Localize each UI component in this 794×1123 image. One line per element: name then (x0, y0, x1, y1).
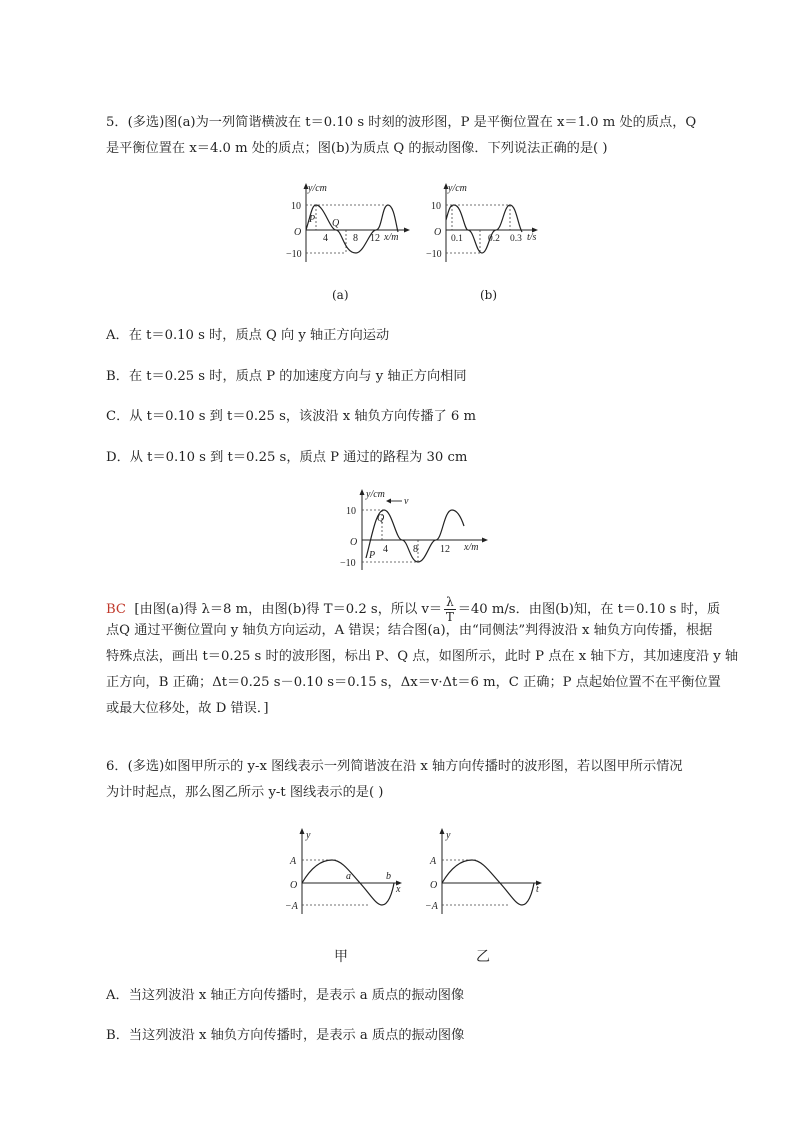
fig-a-y-bottom: −10 (286, 249, 302, 260)
svg-text:O: O (430, 880, 438, 891)
solution-line4: 正方向，B 正确；Δt＝0.25 s－0.10 s＝0.15 s，Δx＝v·Δt＝6 m，C 正确；P 点起始位置不在平衡位置 (106, 675, 721, 690)
solution-line2: 点Q 通过平衡位置向 y 轴负方向运动，A 错误；结合图(a)，由“同侧法”判得波沿 x 轴负方向传播，根据 (106, 623, 713, 638)
q5-stem-line2: 是平衡位置在 x＝4.0 m 处的质点；图(b)为质点 Q 的振动图像．下列说法正确的是( ) (106, 141, 608, 156)
figure-b (424, 180, 544, 265)
svg-text:O: O (290, 880, 298, 891)
svg-text:P: P (369, 550, 376, 561)
svg-text:b: b (386, 871, 391, 882)
fig-a-ylabel: y/cm (308, 183, 327, 194)
svg-text:y: y (446, 830, 451, 841)
svg-text:4: 4 (383, 544, 388, 555)
svg-text:a: a (346, 871, 351, 882)
fig-a-caption: (a) (332, 288, 349, 302)
q5-option-c: C．从 t＝0.10 s 到 t＝0.25 s，该波沿 x 轴负方向传播了 6 m (106, 409, 477, 424)
svg-text:10: 10 (346, 506, 356, 517)
fig-b-caption: (b) (480, 288, 498, 302)
svg-text:x: x (396, 884, 401, 895)
svg-text:−A: −A (285, 901, 298, 912)
solution-line1: BC [由图(a)得 λ＝8 m，由图(b)得 T＝0.2 s，所以 v＝ $\frac{\lambda}{T}$ ＝40 m/s．由图(b)知，在 t＝0.10 s 时，质 (106, 595, 721, 624)
svg-text:y: y (306, 830, 311, 841)
svg-text:0.2: 0.2 (488, 234, 500, 244)
q6-option-b: B．当这列波沿 x 轴负方向传播时，是表示 a 质点的振动图像 (106, 1028, 465, 1043)
svg-text:Q: Q (377, 513, 385, 524)
q5-stem-line1: 5．(多选)图(a)为一列简谐横波在 t＝0.10 s 时刻的波形图，P 是平衡位置在 x＝1.0 m 处的质点，Q (106, 115, 697, 130)
svg-text:12: 12 (440, 544, 450, 555)
q6-stem-line1: 6．(多选)如图甲所示的 y-x 图线表示一列简谐波在沿 x 轴方向传播时的波形图，若以图甲所示情况 (106, 759, 683, 774)
svg-text:v: v (404, 496, 409, 507)
fig-a-y-top: 10 (291, 201, 301, 212)
fig-yi-caption: 乙 (476, 949, 490, 965)
answer-key: BC (106, 602, 127, 617)
figure-solution (336, 486, 496, 572)
svg-text:t/s: t/s (527, 232, 537, 243)
svg-text:−10: −10 (340, 558, 356, 569)
svg-text:0.3: 0.3 (510, 234, 522, 244)
fig-a-xlabel: x/m (384, 232, 399, 243)
solution-line3: 特殊点法，画出 t＝0.25 s 时的波形图，标出 P、Q 点，如图所示，此时 P 点在 x 轴下方，其加速度沿 y 轴 (106, 649, 739, 664)
fig-a-tick-12: 12 (370, 233, 380, 244)
svg-text:t: t (536, 884, 539, 895)
figure-jia (282, 824, 410, 916)
fig-a-wave (306, 205, 398, 253)
q5-option-a: A．在 t＝0.10 s 时，质点 Q 向 y 轴正方向运动 (106, 328, 390, 343)
velocity-fraction: $\frac{\lambda}{T}$ (445, 595, 454, 624)
q5-option-b: B．在 t＝0.25 s 时，质点 P 的加速度方向与 y 轴正方向相同 (106, 369, 467, 384)
fig-a-origin: O (294, 227, 302, 238)
q6-option-a: A．当这列波沿 x 轴正方向传播时，是表示 a 质点的振动图像 (106, 988, 465, 1003)
svg-text:−A: −A (425, 901, 438, 912)
svg-text:A: A (290, 856, 297, 867)
fig-a-x-arrow (404, 228, 410, 233)
svg-text:A: A (430, 856, 437, 867)
fig-a-point-q: Q (332, 218, 340, 229)
svg-text:8: 8 (413, 544, 418, 555)
fig-jia-caption: 甲 (334, 949, 348, 965)
svg-text:10: 10 (431, 201, 441, 212)
svg-text:y/cm: y/cm (366, 489, 385, 500)
solution-line5: 或最大位移处，故 D 错误．] (106, 701, 269, 716)
figure-a (284, 180, 414, 265)
svg-text:x/m: x/m (464, 542, 479, 553)
q6-stem-line2: 为计时起点，那么图乙所示 y-t 图线表示的是( ) (106, 785, 384, 800)
fig-b-wave (446, 205, 522, 253)
svg-text:0.1: 0.1 (451, 234, 463, 244)
svg-text:y/cm: y/cm (448, 183, 467, 194)
q5-option-d: D．从 t＝0.10 s 到 t＝0.25 s，质点 P 通过的路程为 30 cm (106, 450, 468, 465)
svg-text:O: O (434, 227, 442, 238)
svg-text:−10: −10 (426, 249, 442, 260)
figure-yi (422, 824, 550, 916)
fig-a-point-p: P (309, 214, 316, 225)
svg-text:O: O (350, 537, 358, 548)
fig-a-tick-4: 4 (323, 233, 328, 244)
fig-a-tick-8: 8 (353, 233, 358, 244)
